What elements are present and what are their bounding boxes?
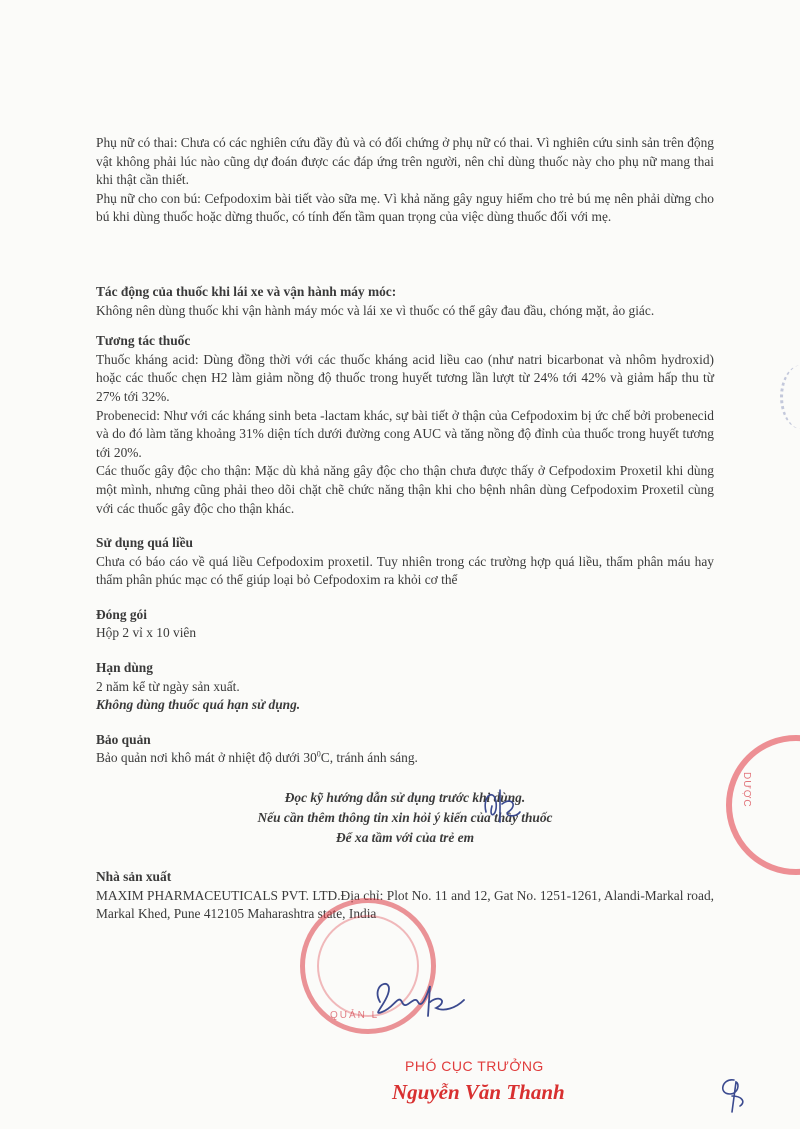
overdose-text: Chưa có báo cáo về quá liều Cefpodoxim proxetil. Tuy nhiên trong các trường hợp quá liều, thẩm phân máu hay thẩm phân phúc mạc có thể giúp loại bỏ Cefpodoxim ra khỏi cơ thể — [96, 553, 714, 588]
overdose-heading: Sử dụng quá liều — [96, 535, 193, 551]
director-signature — [364, 972, 474, 1032]
expiry-heading: Hạn dùng — [96, 660, 153, 676]
driving-heading: Tác động của thuốc khi lái xe và vận hành máy móc: — [96, 283, 397, 299]
margin-initial-mark — [712, 1070, 752, 1118]
manufacturer-heading: Nhà sản xuất — [96, 869, 172, 885]
edge-stamp-mark — [780, 365, 800, 429]
expiry-warning: Không dùng thuốc quá hạn sử dụng. — [96, 697, 301, 713]
signer-name: Nguyễn Văn Thanh — [392, 1080, 565, 1104]
packaging-text: Hộp 2 vỉ x 10 viên — [96, 625, 197, 641]
driving-text: Không nên dùng thuốc khi vận hành máy móc và lái xe vì thuốc có thể gây đau đầu, chóng mặt, ảo giác. — [96, 302, 655, 318]
storage-text — [96, 749, 714, 768]
stamp-text: QUẢN L — [330, 1010, 380, 1021]
notices-block — [96, 788, 714, 848]
probenecid-paragraph: Probenecid: Như với các kháng sinh beta -lactam khác, sự bài tiết ở thận của Cefpodoxim bị ức chế bởi probenecid và do đó làm tăng khoảng 31% diện tích dưới đường cong AUC và tăng nồng độ đỉnh của thuốc trong huyết tương tới 20%. — [96, 407, 714, 460]
storage-degree-sup: 0 — [316, 749, 321, 759]
right-red-stamp — [726, 735, 800, 875]
signer-title: PHÓ CỤC TRƯỞNG — [405, 1058, 544, 1074]
notice-line: Nếu cần thêm thông tin xin hỏi ý kiến của thầy thuốc — [257, 810, 553, 826]
notice-line: Để xa tầm với của trẻ em — [335, 830, 475, 846]
storage-heading: Bảo quản — [96, 731, 151, 747]
pregnancy-paragraph: Phụ nữ có thai: Chưa có các nghiên cứu đầy đủ và có đối chứng ở phụ nữ có thai. Vì nghiên cứu sinh sản trên động vật không phải lúc nào cũng dự đoán được các đáp ứng trên người, nên chỉ dùng thuốc này cho phụ nữ mang thai khi thật cần thiết. — [96, 135, 714, 188]
notice-line: Đọc kỹ hướng dẫn sử dụng trước khi dùng. — [284, 790, 526, 806]
breastfeeding-paragraph: Phụ nữ cho con bú: Cefpodoxim bài tiết vào sữa mẹ. Vì khả năng gây nguy hiểm cho trẻ bú mẹ nên phải dừng cho bú khi dùng thuốc hoặc dừng thuốc, có tính đến tầm quan trọng của việc dùng thuốc đối với mẹ. — [96, 190, 714, 225]
expiry-text: 2 năm kể từ ngày sản xuất. — [96, 678, 240, 694]
storage-text-after: C, tránh ánh sáng. — [320, 750, 418, 766]
storage-text-before: Bảo quản nơi khô mát ở nhiệt độ dưới 30 — [96, 750, 317, 766]
packaging-heading: Đóng gói — [96, 606, 147, 622]
document-body — [96, 134, 714, 924]
right-stamp-text: DƯỢC — [741, 772, 752, 808]
antacid-paragraph: Thuốc kháng acid: Dùng đồng thời với các thuốc kháng acid liều cao (như natri bicarbonat và nhôm hydroxid) hoặc các thuốc chẹn H2 làm giảm nồng độ thuốc trong huyết tương lần lượt từ 24% tới 42% và giảm hấp thu từ 27% tới 32%. — [96, 351, 714, 404]
nephrotoxic-paragraph: Các thuốc gây độc cho thận: Mặc dù khả năng gây độc cho thận chưa được thấy ở Cefpodoxim Proxetil khi dùng một mình, nhưng cũng phải theo dõi chặt chẽ chức năng thận khi cho bệnh nhân dùng Cefpodoxim Proxetil cùng với các thuốc gây độc cho thận khác. — [96, 463, 714, 516]
manufacturer-text: MAXIM PHARMACEUTICALS PVT. LTD.Địa chỉ: Plot No. 11 and 12, Gat No. 1251-1261, Alandi-Markal road, Markal Khed, Pune 412105 Maharashtra state, India — [96, 887, 714, 922]
initials-signature — [478, 782, 524, 828]
interactions-heading: Tương tác thuốc — [96, 333, 191, 349]
